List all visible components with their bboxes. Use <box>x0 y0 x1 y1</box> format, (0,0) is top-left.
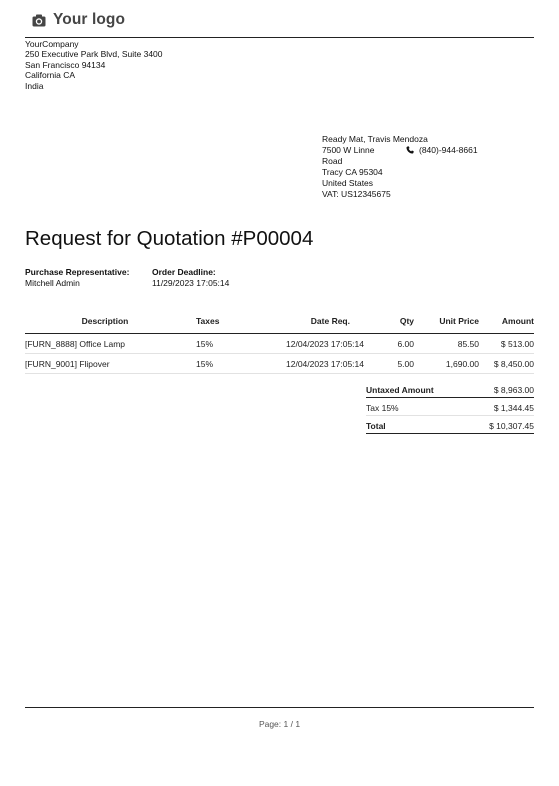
company-logo <box>32 11 125 29</box>
cell-description: [FURN_9001] Flipover <box>25 354 185 374</box>
rep-value: Mitchell Admin <box>25 278 80 288</box>
vendor-street: 7500 W Linne Road <box>322 145 375 166</box>
header-divider <box>25 37 534 38</box>
order-lines-table <box>25 314 534 374</box>
cell-qty: 6.00 <box>374 334 424 354</box>
company-country: India <box>25 80 44 91</box>
company-street: 250 Executive Park Blvd, Suite 3400 <box>25 49 163 60</box>
deadline-value: 11/29/2023 17:05:14 <box>152 278 230 288</box>
company-address <box>25 39 163 91</box>
vendor-phone <box>406 145 478 167</box>
col-amount: Amount <box>479 314 534 334</box>
cell-amount: $ 513.00 <box>479 334 534 354</box>
untaxed-label: Untaxed Amount <box>366 380 467 398</box>
table-header-row <box>25 314 534 334</box>
tax-value: $ 1,344.45 <box>467 398 534 416</box>
untaxed-value: $ 8,963.00 <box>467 380 534 398</box>
total-value: $ 10,307.45 <box>467 416 534 434</box>
cell-qty: 5.00 <box>374 354 424 374</box>
company-city: San Francisco 94134 <box>25 59 106 70</box>
col-description: Description <box>25 314 185 334</box>
cell-unit-price: 85.50 <box>424 334 479 354</box>
table-row <box>25 354 534 374</box>
total-row <box>366 416 534 434</box>
cell-date-req: 12/04/2023 17:05:14 <box>232 354 374 374</box>
rep-label: Purchase Representative: <box>25 267 130 277</box>
cell-taxes: 15% <box>185 354 232 374</box>
col-taxes: Taxes <box>185 314 232 334</box>
phone-icon <box>406 146 414 154</box>
deadline-label: Order Deadline: <box>152 267 216 277</box>
vendor-country: United States <box>322 178 374 188</box>
cell-amount: $ 8,450.00 <box>479 354 534 374</box>
cell-unit-price: 1,690.00 <box>424 354 479 374</box>
untaxed-row <box>366 380 534 398</box>
order-deadline <box>152 267 229 289</box>
tax-row <box>366 398 534 416</box>
table-row <box>25 334 534 354</box>
document-title: Request for Quotation #P00004 <box>25 227 314 250</box>
cell-description: [FURN_8888] Office Lamp <box>25 334 185 354</box>
col-date-req: Date Req. <box>232 314 374 334</box>
camera-icon <box>32 14 46 27</box>
vendor-city: Tracy CA 95304 <box>322 167 383 177</box>
col-unit-price: Unit Price <box>424 314 479 334</box>
cell-date-req: 12/04/2023 17:05:14 <box>232 334 374 354</box>
vendor-vat: VAT: US12345675 <box>322 189 391 199</box>
cell-taxes: 15% <box>185 334 232 354</box>
company-name: YourCompany <box>25 39 79 49</box>
vendor-name: Ready Mat, Travis Mendoza <box>322 134 428 144</box>
totals-table <box>366 380 534 434</box>
col-qty: Qty <box>374 314 424 334</box>
purchase-representative <box>25 267 129 289</box>
footer-divider <box>25 707 534 708</box>
total-label: Total <box>366 416 467 434</box>
vendor-address <box>322 134 478 200</box>
page-number: Page: 1 / 1 <box>258 719 301 729</box>
company-state: California CA <box>25 70 76 81</box>
logo-text: Your logo <box>53 11 126 28</box>
vendor-phone-number: (840)-944-8661 <box>419 145 478 155</box>
tax-label: Tax 15% <box>366 398 467 416</box>
